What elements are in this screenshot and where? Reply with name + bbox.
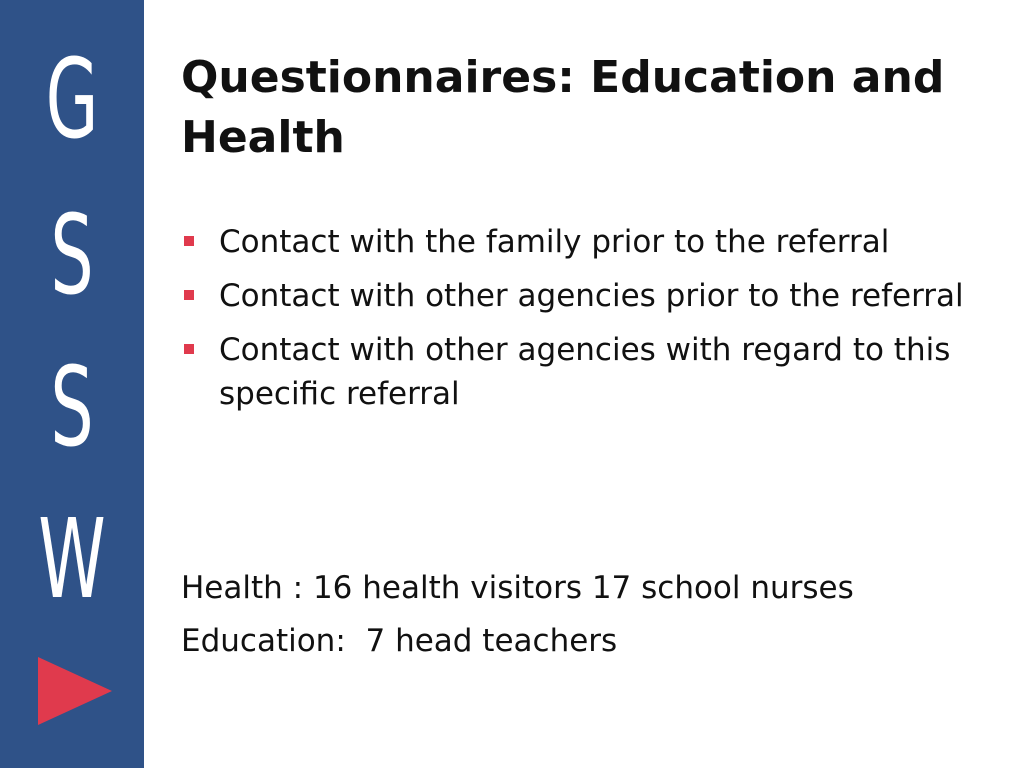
slide-title: Questionnaires: Education and Health	[181, 52, 945, 163]
bullet-square-icon	[184, 344, 194, 354]
bullet-square-icon	[184, 236, 194, 246]
bullet-item	[181, 274, 981, 318]
brand-band	[0, 0, 144, 768]
brand-letter-s: S	[50, 343, 94, 471]
bullet-list	[181, 220, 981, 426]
bullet-text: Contact with other agencies prior to the referral	[219, 278, 964, 314]
education-stat-line: Education: 7 head teachers	[181, 623, 618, 659]
brand-letter-g: G	[45, 35, 99, 163]
bullet-item	[181, 328, 981, 416]
bullet-item	[181, 220, 981, 264]
bullet-text: Contact with the family prior to the referral	[219, 224, 890, 260]
bullet-square-icon	[184, 290, 194, 300]
brand-letter-w: W	[38, 495, 106, 623]
play-arrow-icon	[38, 657, 112, 725]
health-stat-line: Health : 16 health visitors 17 school nurses	[181, 570, 854, 606]
bullet-text: Contact with other agencies with regard to this specific referral	[219, 332, 951, 412]
brand-letter-s: S	[50, 191, 94, 319]
